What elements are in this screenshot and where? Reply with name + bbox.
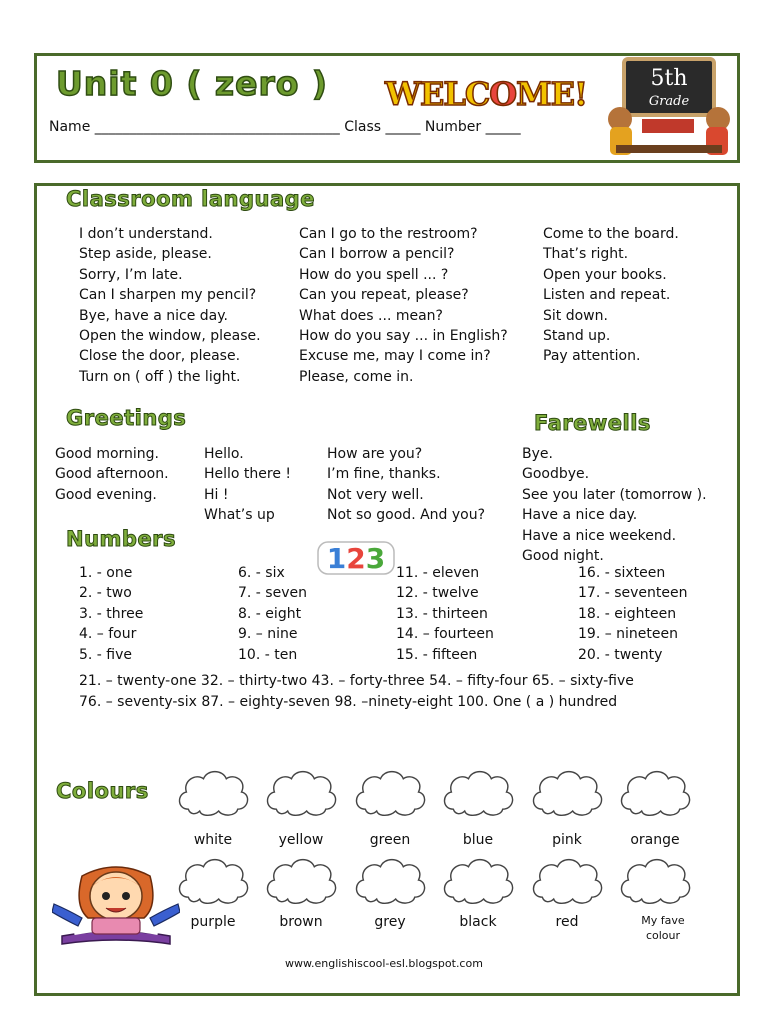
number-item: 14. – fourteen bbox=[396, 626, 494, 643]
phrase: Come to the board. bbox=[543, 226, 679, 242]
number-item: 6. - six bbox=[238, 565, 285, 581]
greeting: Not so good. And you? bbox=[327, 507, 486, 524]
farewell: Goodbye. bbox=[522, 466, 590, 483]
phrase: Can you repeat, please? bbox=[299, 287, 469, 304]
numbers-col3 bbox=[396, 563, 494, 665]
number-item: 12. - twelve bbox=[396, 585, 479, 602]
numbers-123-icon bbox=[316, 538, 396, 578]
number-item: 9. – nine bbox=[238, 626, 298, 643]
phrase: How do you spell ... ? bbox=[299, 266, 449, 283]
phrase: Step aside, please. bbox=[79, 246, 212, 263]
farewells-list bbox=[522, 444, 707, 566]
phrase: Open the window, please. bbox=[79, 327, 261, 344]
greeting: Hi ! bbox=[204, 486, 229, 503]
cloud-fave[interactable] bbox=[617, 852, 693, 910]
phrase: I don’t understand. bbox=[79, 226, 213, 242]
number-item: 19. – nineteen bbox=[578, 626, 679, 643]
colour-label: red bbox=[555, 914, 579, 930]
classroom-language-title: Classroom language bbox=[66, 187, 315, 211]
colour-label: grey bbox=[374, 914, 406, 930]
number-item: 17. - seventeen bbox=[578, 585, 688, 602]
phrase: Close the door, please. bbox=[79, 348, 241, 365]
fave-colour-label bbox=[618, 913, 708, 943]
phrase: Open your books. bbox=[543, 266, 667, 283]
phrase: Listen and repeat. bbox=[543, 287, 671, 304]
greeting: Hello. bbox=[204, 446, 244, 462]
cloud-orange[interactable] bbox=[617, 764, 693, 822]
name-class-number-line: Name ___________________________________ Class _____ Number _____ bbox=[49, 119, 521, 135]
phrase: What does ... mean? bbox=[299, 307, 443, 324]
cloud-red[interactable] bbox=[529, 852, 605, 910]
phrase: Can I sharpen my pencil? bbox=[79, 287, 257, 304]
greeting: What’s up bbox=[204, 507, 275, 524]
numbers-line-2: 76. – seventy-six 87. – eighty-seven 98. –ninety-eight 100. One ( a ) hundred bbox=[79, 694, 618, 710]
greeting: Good morning. bbox=[55, 446, 160, 462]
fifth-grade-badge bbox=[606, 57, 732, 159]
phrase: Can I go to the restroom? bbox=[299, 226, 478, 242]
welcome-text: WELCOME! bbox=[385, 75, 588, 113]
colour-label: purple bbox=[190, 914, 236, 930]
phrase: Bye, have a nice day. bbox=[79, 307, 228, 324]
greetings-col2 bbox=[204, 444, 291, 526]
numbers-col1 bbox=[79, 563, 143, 665]
colour-label: black bbox=[459, 914, 497, 930]
number-item: 16. - sixteen bbox=[578, 565, 666, 581]
fave-line-2: colour bbox=[645, 929, 681, 942]
number-item: 20. - twenty bbox=[578, 646, 663, 663]
numbers-col4 bbox=[578, 563, 687, 665]
number-item: 8. - eight bbox=[238, 605, 302, 622]
cloud-purple[interactable] bbox=[175, 852, 251, 910]
greeting: Good afternoon. bbox=[55, 466, 169, 483]
cloud-brown[interactable] bbox=[263, 852, 339, 910]
number-item: 2. - two bbox=[79, 585, 132, 602]
colour-label: pink bbox=[552, 832, 582, 848]
farewell: Have a nice weekend. bbox=[522, 527, 677, 544]
greeting: I’m fine, thanks. bbox=[327, 466, 441, 483]
unit-title: Unit 0 ( zero ) bbox=[56, 64, 328, 103]
cloud-green[interactable] bbox=[352, 764, 428, 822]
cloud-black[interactable] bbox=[440, 852, 516, 910]
classroom-col3 bbox=[543, 224, 679, 367]
classroom-col1 bbox=[79, 224, 261, 387]
colours-title: Colours bbox=[56, 779, 149, 803]
numbers-col2 bbox=[238, 563, 307, 665]
welcome-banner bbox=[385, 75, 587, 113]
number-item: 4. – four bbox=[79, 626, 137, 643]
greeting: How are you? bbox=[327, 446, 423, 462]
greeting: Not very well. bbox=[327, 486, 424, 503]
numbers-123-text: 123 bbox=[326, 542, 386, 575]
classroom-col2 bbox=[299, 224, 508, 387]
number-item: 5. - five bbox=[79, 646, 133, 663]
cloud-pink[interactable] bbox=[529, 764, 605, 822]
phrase: Can I borrow a pencil? bbox=[299, 246, 455, 263]
phrase: Sit down. bbox=[543, 307, 608, 324]
phrase: Please, come in. bbox=[299, 368, 414, 385]
colour-label: brown bbox=[279, 914, 323, 930]
phrase: That’s right. bbox=[543, 246, 629, 263]
number-item: 1. - one bbox=[79, 565, 133, 581]
greeting: Good evening. bbox=[55, 486, 157, 503]
badge-grade: Grade bbox=[648, 94, 690, 109]
numbers-line-1: 21. – twenty-one 32. – thirty-two 43. – forty-three 54. – fifty-four 65. – sixty-five bbox=[79, 673, 634, 689]
cloud-grey[interactable] bbox=[352, 852, 428, 910]
welcome-o-letter: O bbox=[489, 75, 517, 113]
phrase: Turn on ( off ) the light. bbox=[79, 368, 241, 385]
greetings-col1 bbox=[55, 444, 169, 505]
colour-label: orange bbox=[630, 832, 680, 848]
numbers-title: Numbers bbox=[66, 527, 177, 551]
reading-girl-illustration bbox=[52, 866, 180, 948]
phrase: Excuse me, may I come in? bbox=[299, 348, 491, 365]
farewell: Bye. bbox=[522, 446, 553, 462]
number-item: 3. - three bbox=[79, 605, 144, 622]
colour-label: green bbox=[369, 832, 411, 848]
cloud-yellow[interactable] bbox=[263, 764, 339, 822]
colour-label: blue bbox=[462, 832, 494, 848]
phrase: How do you say ... in English? bbox=[299, 327, 508, 344]
number-item: 11. - eleven bbox=[396, 565, 480, 581]
fave-line-1: My fave bbox=[641, 914, 685, 927]
number-item: 15. - fifteen bbox=[396, 646, 478, 663]
number-item: 7. - seven bbox=[238, 585, 307, 602]
badge-5th: 5th bbox=[650, 66, 688, 91]
number-item: 18. - eighteen bbox=[578, 605, 677, 622]
phrase: Sorry, I’m late. bbox=[79, 266, 183, 283]
number-item: 13. - thirteen bbox=[396, 605, 488, 622]
farewell: Have a nice day. bbox=[522, 507, 638, 524]
footer-url[interactable]: www.englishiscool-esl.blogspot.com bbox=[285, 957, 483, 970]
number-item: 10. - ten bbox=[238, 646, 298, 663]
colour-label: white bbox=[193, 832, 233, 848]
greeting: Hello there ! bbox=[204, 466, 292, 483]
colour-label: yellow bbox=[278, 832, 324, 848]
phrase: Pay attention. bbox=[543, 348, 641, 365]
greetings-title: Greetings bbox=[66, 406, 187, 430]
cloud-blue[interactable] bbox=[440, 764, 516, 822]
farewell: See you later (tomorrow ). bbox=[522, 486, 707, 503]
greetings-col3 bbox=[327, 444, 485, 526]
cloud-white[interactable] bbox=[175, 764, 251, 822]
farewells-title: Farewells bbox=[534, 411, 651, 435]
phrase: Stand up. bbox=[543, 327, 611, 344]
farewell: Good night. bbox=[522, 547, 604, 564]
